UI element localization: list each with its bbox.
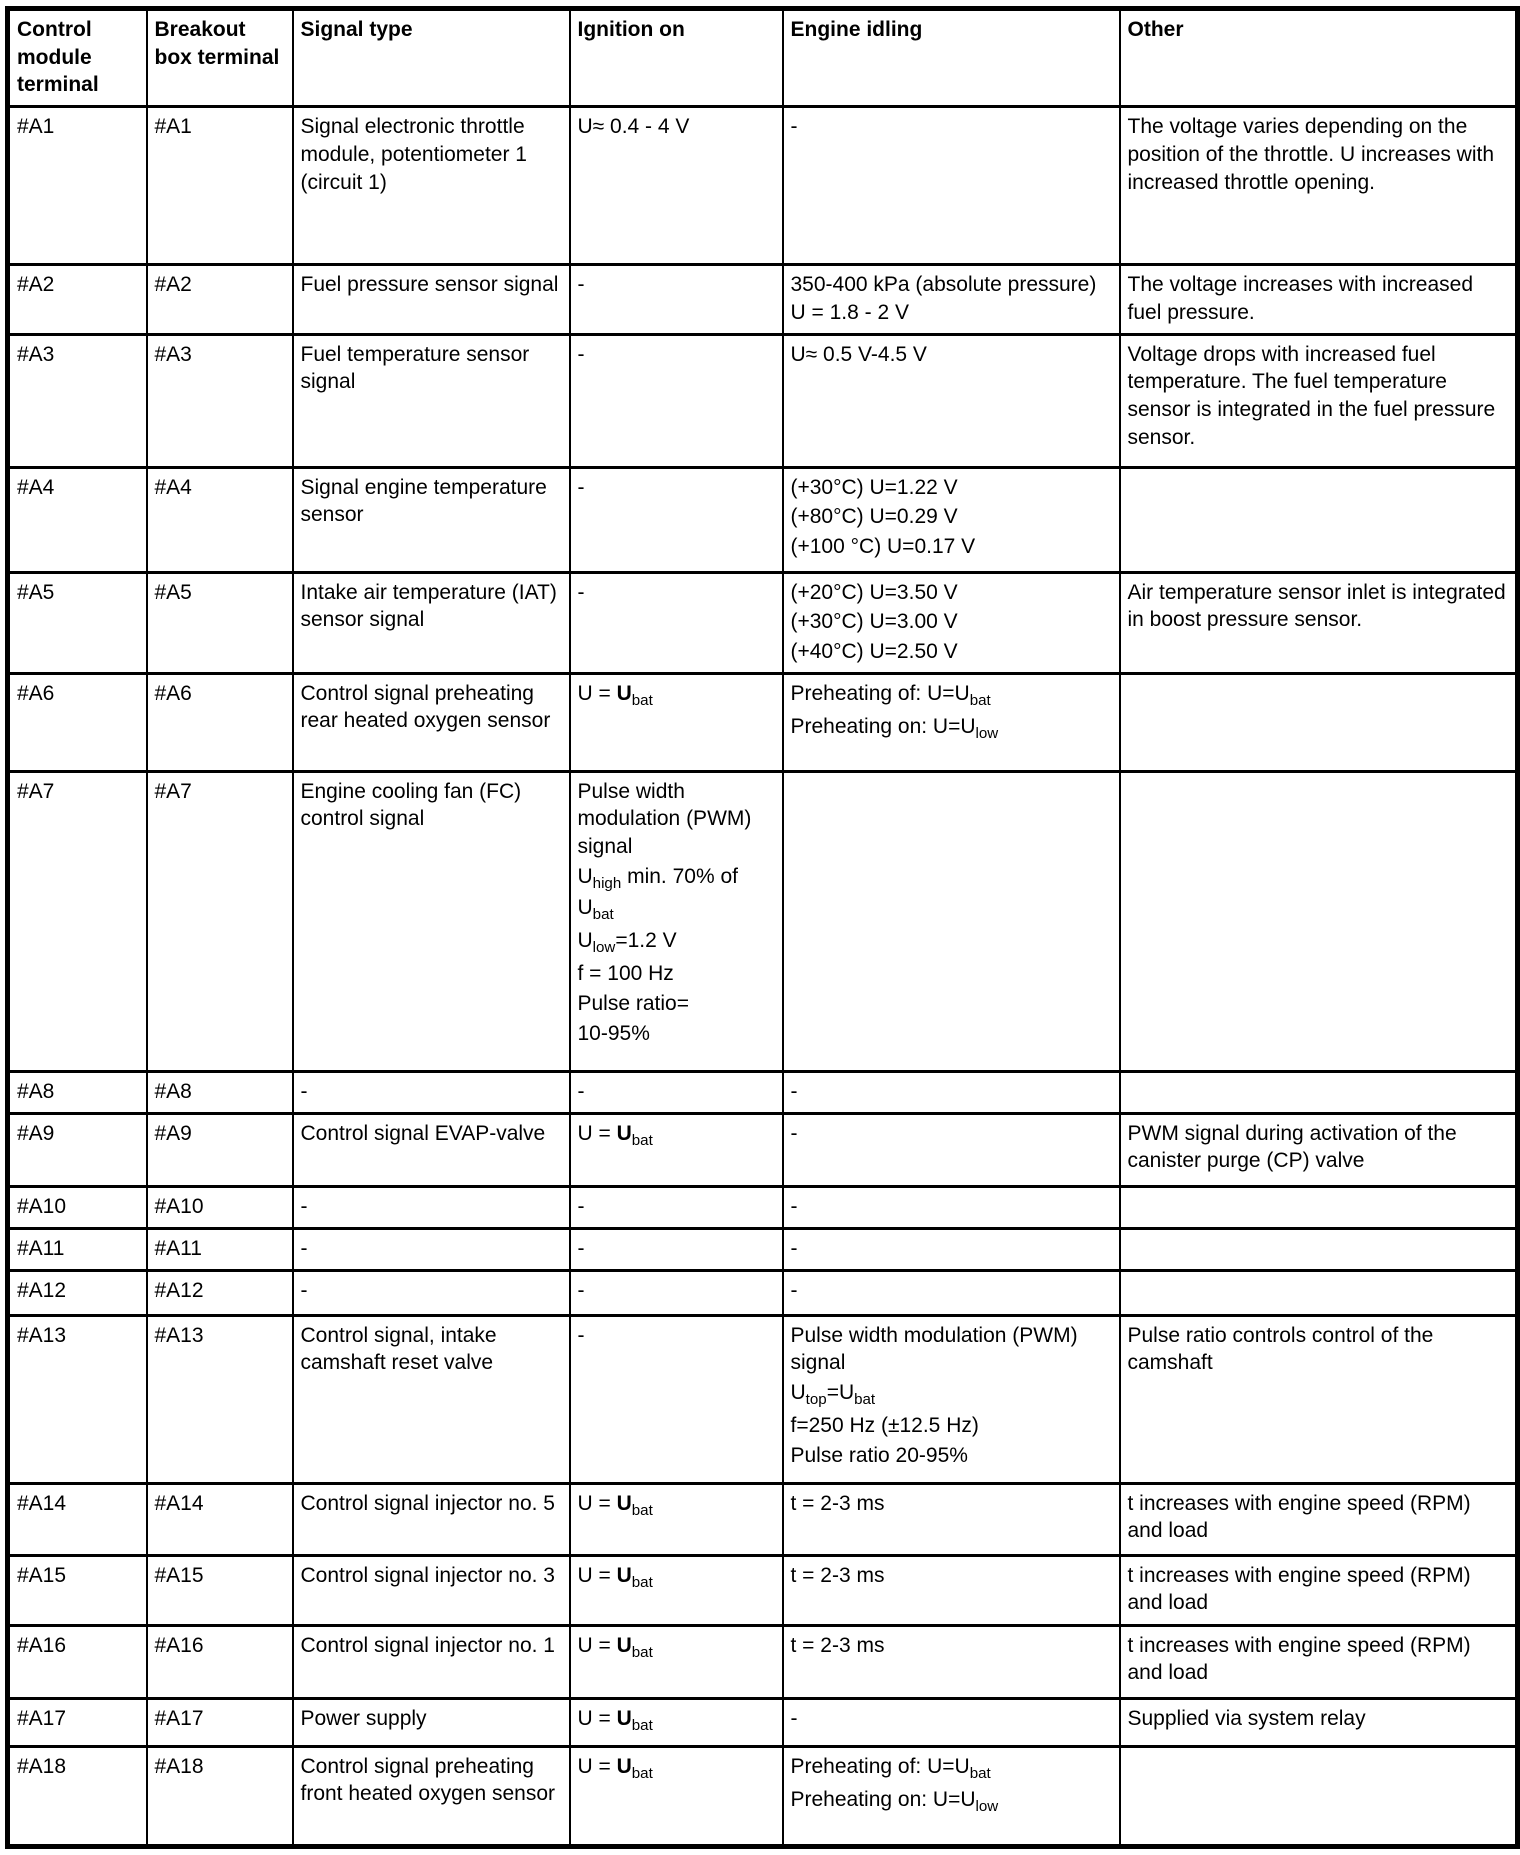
cell-line: (+40°C) U=2.50 V	[790, 640, 958, 664]
cell-line: Pulse ratio=	[577, 992, 689, 1016]
cell-breakout-box-terminal	[147, 1625, 293, 1698]
cell-control-module-terminal	[8, 265, 147, 334]
subscript-text: bat	[631, 1764, 653, 1782]
table-header-row	[8, 9, 1518, 107]
cell-line: #A18	[154, 1754, 204, 1778]
cell-control-module-terminal	[8, 1228, 147, 1270]
cell-breakout-box-terminal	[147, 467, 293, 572]
table-row-a7	[8, 771, 1518, 1071]
cell-line: -	[577, 580, 585, 604]
cell-line: -	[577, 1194, 585, 1218]
table-row-a8	[8, 1071, 1518, 1113]
cell-ignition-on	[570, 1270, 783, 1315]
cell-line: #A14	[154, 1491, 204, 1515]
cell-ignition-on	[570, 107, 783, 265]
cell-breakout-box-terminal	[147, 1228, 293, 1270]
cell-line: Preheating on: $U=U_{low}$	[790, 714, 999, 743]
cell-other	[1120, 1555, 1518, 1625]
cell-line: -	[790, 1121, 798, 1145]
cell-other	[1120, 1746, 1518, 1846]
cell-line: (+80°C) U=0.29 V	[790, 505, 958, 529]
cell-other	[1120, 1315, 1518, 1483]
cell-signal-type	[293, 467, 570, 572]
cell-line: Supplied via system relay	[1127, 1706, 1366, 1730]
bold-text: U	[616, 1121, 632, 1145]
cell-line: #A13	[154, 1323, 204, 1347]
cell-line: $U = U_{bat}$	[577, 681, 653, 709]
subscript-text: bat	[631, 1643, 653, 1661]
cell-line: Control signal preheating front heated oxygen sensor	[300, 1754, 556, 1806]
cell-engine-idling	[783, 334, 1120, 467]
cell-control-module-terminal	[8, 107, 147, 265]
table-row-a4	[8, 467, 1518, 572]
cell-line: (+30°C) U=1.22 V	[790, 475, 958, 499]
cell-line: Control signal injector no. 1	[300, 1633, 555, 1657]
cell-line: (+30°C) U=3.00 V	[790, 610, 958, 634]
cell-ignition-on	[570, 334, 783, 467]
subscript-text: bat	[631, 1573, 653, 1591]
cell-line: -	[300, 1194, 308, 1218]
cell-engine-idling	[783, 107, 1120, 265]
table-row-a11	[8, 1228, 1518, 1270]
cell-signal-type	[293, 673, 570, 771]
cell-line: #A9	[154, 1121, 192, 1145]
cell-control-module-terminal	[8, 572, 147, 673]
cell-other	[1120, 1228, 1518, 1270]
cell-other	[1120, 265, 1518, 334]
cell-line: t = 2-3 ms	[790, 1563, 885, 1587]
bold-text: U	[616, 1633, 632, 1657]
cell-line: t increases with engine speed (RPM) and load	[1127, 1563, 1471, 1615]
cell-line: #A16	[17, 1633, 67, 1657]
cell-line: The voltage varies depending on the position of the throttle. U increases with increased throttle opening.	[1127, 115, 1495, 194]
cell-control-module-terminal	[8, 1186, 147, 1228]
cell-ignition-on	[570, 1113, 783, 1186]
cell-other	[1120, 572, 1518, 673]
cell-other	[1120, 334, 1518, 467]
cell-line: #A4	[17, 475, 55, 499]
cell-line: Fuel pressure sensor signal	[300, 273, 559, 297]
cell-signal-type	[293, 771, 570, 1071]
subscript-text: bat	[969, 691, 991, 709]
bold-text: U	[616, 681, 632, 705]
cell-breakout-box-terminal	[147, 1483, 293, 1555]
cell-line: #A11	[17, 1236, 65, 1260]
cell-engine-idling	[783, 1071, 1120, 1113]
cell-line: f=250 Hz (±12.5 Hz)	[790, 1414, 979, 1438]
cell-line: $U_{high}$ min. 70% of $U_{bat}$	[577, 864, 738, 924]
table-row-a6	[8, 673, 1518, 771]
cell-control-module-terminal	[8, 467, 147, 572]
cell-ignition-on	[570, 265, 783, 334]
cell-line: #A17	[154, 1706, 204, 1730]
cell-engine-idling	[783, 1483, 1120, 1555]
bold-text: U	[616, 1706, 632, 1730]
cell-line: Control signal preheating rear heated oxygen sensor	[300, 681, 551, 733]
cell-engine-idling	[783, 572, 1120, 673]
cell-control-module-terminal	[8, 1555, 147, 1625]
cell-ignition-on	[570, 1071, 783, 1113]
subscript-text: low	[975, 725, 999, 743]
cell-signal-type	[293, 1555, 570, 1625]
cell-line: Control signal injector no. 3	[300, 1563, 555, 1587]
cell-line: #A2	[154, 273, 192, 297]
cell-line: Preheating on: $U=U_{low}$	[790, 1787, 999, 1816]
terminal-signal-table	[5, 6, 1520, 1849]
cell-line: 350-400 kPa (absolute pressure) U = 1.8 - 2 V	[790, 273, 1097, 324]
subscript-text: bat	[969, 1764, 991, 1782]
cell-line: #A14	[17, 1491, 67, 1515]
cell-line: #A7	[17, 779, 55, 803]
cell-line: #A7	[154, 779, 192, 803]
cell-line: #A17	[17, 1706, 67, 1730]
cell-line: Pulse width modulation (PWM) signal	[790, 1323, 1078, 1375]
cell-ignition-on	[570, 673, 783, 771]
subscript-text: low	[975, 1798, 999, 1816]
cell-breakout-box-terminal	[147, 1746, 293, 1846]
cell-breakout-box-terminal	[147, 771, 293, 1071]
table-row-a17	[8, 1698, 1518, 1746]
cell-ignition-on	[570, 1746, 783, 1846]
cell-breakout-box-terminal	[147, 334, 293, 467]
subscript-text: bat	[854, 1391, 876, 1409]
cell-line: -	[300, 1278, 308, 1302]
cell-signal-type	[293, 572, 570, 673]
cell-line: Signal electronic throttle module, potentiometer 1 (circuit 1)	[300, 115, 527, 194]
cell-line: Voltage drops with increased fuel temperature. The fuel temperature sensor is integrated in the fuel pressure sensor.	[1127, 342, 1496, 449]
cell-line: -	[300, 1079, 308, 1103]
cell-line: $U_{top}=U_{bat}$	[790, 1381, 876, 1409]
cell-control-module-terminal	[8, 1315, 147, 1483]
cell-line: #A16	[154, 1633, 204, 1657]
cell-line: Pulse ratio 20-95%	[790, 1444, 968, 1468]
cell-line: Control signal, intake camshaft reset valve	[300, 1323, 497, 1375]
cell-line: -	[790, 1194, 798, 1218]
cell-ignition-on	[570, 1228, 783, 1270]
column-header-control-module-terminal: Control module terminal	[8, 9, 147, 107]
cell-line: $U = U_{bat}$	[577, 1121, 653, 1149]
cell-other	[1120, 1071, 1518, 1113]
cell-engine-idling	[783, 1186, 1120, 1228]
subscript-text: bat	[631, 691, 653, 709]
cell-other	[1120, 467, 1518, 572]
cell-line: -	[577, 1236, 585, 1260]
cell-line: -	[577, 475, 585, 499]
table-row-a10	[8, 1186, 1518, 1228]
cell-other	[1120, 1186, 1518, 1228]
cell-line: $U = U_{bat}$	[577, 1563, 653, 1591]
cell-line: PWM signal during activation of the canister purge (CP) valve	[1127, 1121, 1457, 1173]
cell-line: $U_{low}=1.2$ V	[577, 929, 677, 957]
cell-line: #A3	[17, 342, 55, 366]
cell-line: $U = U_{bat}$	[577, 1706, 653, 1734]
cell-line: #A4	[154, 475, 192, 499]
cell-line: #A10	[154, 1194, 204, 1218]
cell-signal-type	[293, 1270, 570, 1315]
cell-signal-type	[293, 334, 570, 467]
cell-line: (+100 °C) U=0.17 V	[790, 535, 976, 559]
cell-signal-type	[293, 1483, 570, 1555]
cell-line: #A5	[17, 580, 55, 604]
cell-breakout-box-terminal	[147, 572, 293, 673]
cell-line: #A9	[17, 1121, 55, 1145]
cell-line: #A12	[154, 1278, 204, 1302]
cell-line: $U = U_{bat}$	[577, 1633, 653, 1661]
table-row-a14	[8, 1483, 1518, 1555]
cell-line: -	[790, 1236, 798, 1260]
cell-line: Control signal injector no. 5	[300, 1491, 555, 1515]
cell-engine-idling	[783, 673, 1120, 771]
cell-line: #A6	[17, 681, 55, 705]
cell-line: #A18	[17, 1754, 67, 1778]
cell-breakout-box-terminal	[147, 107, 293, 265]
cell-breakout-box-terminal	[147, 1698, 293, 1746]
cell-signal-type	[293, 107, 570, 265]
cell-line: #A6	[154, 681, 192, 705]
cell-ignition-on	[570, 1186, 783, 1228]
cell-line: t = 2-3 ms	[790, 1491, 885, 1515]
cell-engine-idling	[783, 467, 1120, 572]
cell-other	[1120, 673, 1518, 771]
subscript-text: top	[805, 1391, 827, 1409]
cell-line: -	[790, 1079, 798, 1103]
table-row-a2	[8, 265, 1518, 334]
cell-line: #A12	[17, 1278, 67, 1302]
cell-line: #A3	[154, 342, 192, 366]
cell-control-module-terminal	[8, 771, 147, 1071]
subscript-text: low	[592, 939, 616, 957]
column-header-engine-idling: Engine idling	[783, 9, 1120, 107]
cell-ignition-on	[570, 467, 783, 572]
cell-other	[1120, 1270, 1518, 1315]
table-row-a13	[8, 1315, 1518, 1483]
subscript-text: bat	[631, 1501, 653, 1519]
cell-engine-idling	[783, 1625, 1120, 1698]
cell-line: Engine cooling fan (FC) control signal	[300, 779, 522, 831]
cell-line: #A8	[154, 1079, 192, 1103]
subscript-text: bat	[631, 1716, 653, 1734]
cell-line: $U = U_{bat}$	[577, 1754, 653, 1782]
cell-control-module-terminal	[8, 1071, 147, 1113]
bold-text: U	[616, 1563, 632, 1587]
cell-signal-type	[293, 265, 570, 334]
cell-line: #A2	[17, 273, 55, 297]
cell-line: #A11	[154, 1236, 202, 1260]
subscript-text: high	[592, 875, 622, 893]
cell-line: Signal engine temperature sensor	[300, 475, 547, 527]
cell-line: #A13	[17, 1323, 67, 1347]
cell-signal-type	[293, 1698, 570, 1746]
cell-engine-idling	[783, 1270, 1120, 1315]
cell-line: -	[790, 1706, 798, 1730]
cell-line: Intake air temperature (IAT) sensor signal	[300, 580, 557, 632]
cell-breakout-box-terminal	[147, 1555, 293, 1625]
cell-breakout-box-terminal	[147, 1186, 293, 1228]
cell-other	[1120, 107, 1518, 265]
cell-breakout-box-terminal	[147, 265, 293, 334]
cell-breakout-box-terminal	[147, 673, 293, 771]
cell-control-module-terminal	[8, 673, 147, 771]
cell-line: -	[790, 1278, 798, 1302]
cell-signal-type	[293, 1625, 570, 1698]
cell-line: U≈ 0.4 - 4 V	[577, 115, 690, 139]
cell-line: (+20°C) U=3.50 V	[790, 580, 958, 604]
cell-other	[1120, 1113, 1518, 1186]
cell-ignition-on	[570, 1315, 783, 1483]
cell-signal-type	[293, 1071, 570, 1113]
cell-ignition-on	[570, 1625, 783, 1698]
cell-engine-idling	[783, 1746, 1120, 1846]
table-row-a5	[8, 572, 1518, 673]
table-row-a12	[8, 1270, 1518, 1315]
cell-line: -	[300, 1236, 308, 1260]
cell-line: U≈ 0.5 V-4.5 V	[790, 342, 927, 366]
cell-line: t increases with engine speed (RPM) and load	[1127, 1633, 1471, 1685]
cell-line: #A15	[154, 1563, 204, 1587]
cell-line: Pulse ratio controls control of the camshaft	[1127, 1323, 1434, 1375]
cell-breakout-box-terminal	[147, 1071, 293, 1113]
cell-ignition-on	[570, 1555, 783, 1625]
cell-line: -	[577, 1079, 585, 1103]
cell-line: -	[577, 273, 585, 297]
cell-other	[1120, 1483, 1518, 1555]
table-row-a9	[8, 1113, 1518, 1186]
cell-breakout-box-terminal	[147, 1315, 293, 1483]
cell-line: -	[790, 115, 798, 139]
cell-engine-idling	[783, 1113, 1120, 1186]
cell-line: #A15	[17, 1563, 67, 1587]
cell-line: #A10	[17, 1194, 67, 1218]
cell-line: $U = U_{bat}$	[577, 1491, 653, 1519]
cell-ignition-on	[570, 572, 783, 673]
bold-text: U	[616, 1754, 632, 1778]
cell-line: 10-95%	[577, 1021, 650, 1045]
cell-control-module-terminal	[8, 1698, 147, 1746]
bold-text: U	[616, 1491, 632, 1515]
cell-signal-type	[293, 1186, 570, 1228]
cell-line: #A1	[17, 115, 55, 139]
table-header	[8, 9, 1518, 107]
cell-line: t increases with engine speed (RPM) and load	[1127, 1491, 1471, 1543]
column-header-breakout-box-terminal: Breakout box terminal	[147, 9, 293, 107]
table-row-a16	[8, 1625, 1518, 1698]
cell-breakout-box-terminal	[147, 1270, 293, 1315]
table-row-a3	[8, 334, 1518, 467]
cell-ignition-on	[570, 771, 783, 1071]
cell-line: #A5	[154, 580, 192, 604]
cell-line: The voltage increases with increased fuel pressure.	[1127, 273, 1474, 324]
cell-line: Preheating of: $U=U_{bat}$	[790, 1754, 991, 1782]
column-header-ignition-on: Ignition on	[570, 9, 783, 107]
table-row-a1	[8, 107, 1518, 265]
table-row-a15	[8, 1555, 1518, 1625]
cell-line: Control signal EVAP-valve	[300, 1121, 546, 1145]
cell-line: #A1	[154, 115, 192, 139]
cell-line: -	[577, 1278, 585, 1302]
cell-signal-type	[293, 1746, 570, 1846]
column-header-other: Other	[1120, 9, 1518, 107]
cell-engine-idling	[783, 1698, 1120, 1746]
cell-control-module-terminal	[8, 1483, 147, 1555]
cell-line: t = 2-3 ms	[790, 1633, 885, 1657]
cell-control-module-terminal	[8, 1270, 147, 1315]
subscript-text: bat	[631, 1131, 653, 1149]
cell-engine-idling	[783, 1228, 1120, 1270]
cell-line: Power supply	[300, 1706, 427, 1730]
cell-engine-idling	[783, 771, 1120, 1071]
cell-breakout-box-terminal	[147, 1113, 293, 1186]
cell-other	[1120, 771, 1518, 1071]
cell-engine-idling	[783, 1315, 1120, 1483]
table-body	[8, 107, 1518, 1847]
cell-control-module-terminal	[8, 1625, 147, 1698]
cell-ignition-on	[570, 1698, 783, 1746]
cell-engine-idling	[783, 1555, 1120, 1625]
cell-line: f = 100 Hz	[577, 962, 674, 986]
cell-signal-type	[293, 1113, 570, 1186]
cell-ignition-on	[570, 1483, 783, 1555]
cell-line: Fuel temperature sensor signal	[300, 342, 530, 394]
cell-signal-type	[293, 1228, 570, 1270]
cell-line: Pulse width modulation (PWM) signal	[577, 779, 752, 859]
cell-line: Air temperature sensor inlet is integrated in boost pressure sensor.	[1127, 580, 1506, 632]
subscript-text: bat	[592, 906, 614, 924]
cell-line: -	[577, 1323, 585, 1347]
cell-other	[1120, 1625, 1518, 1698]
cell-control-module-terminal	[8, 1746, 147, 1846]
cell-other	[1120, 1698, 1518, 1746]
table-row-a18	[8, 1746, 1518, 1846]
cell-control-module-terminal	[8, 1113, 147, 1186]
cell-line: #A8	[17, 1079, 55, 1103]
cell-engine-idling	[783, 265, 1120, 334]
cell-line: Preheating of: $U=U_{bat}$	[790, 681, 991, 709]
cell-signal-type	[293, 1315, 570, 1483]
cell-control-module-terminal	[8, 334, 147, 467]
column-header-signal-type: Signal type	[293, 9, 570, 107]
cell-line: -	[577, 342, 585, 366]
